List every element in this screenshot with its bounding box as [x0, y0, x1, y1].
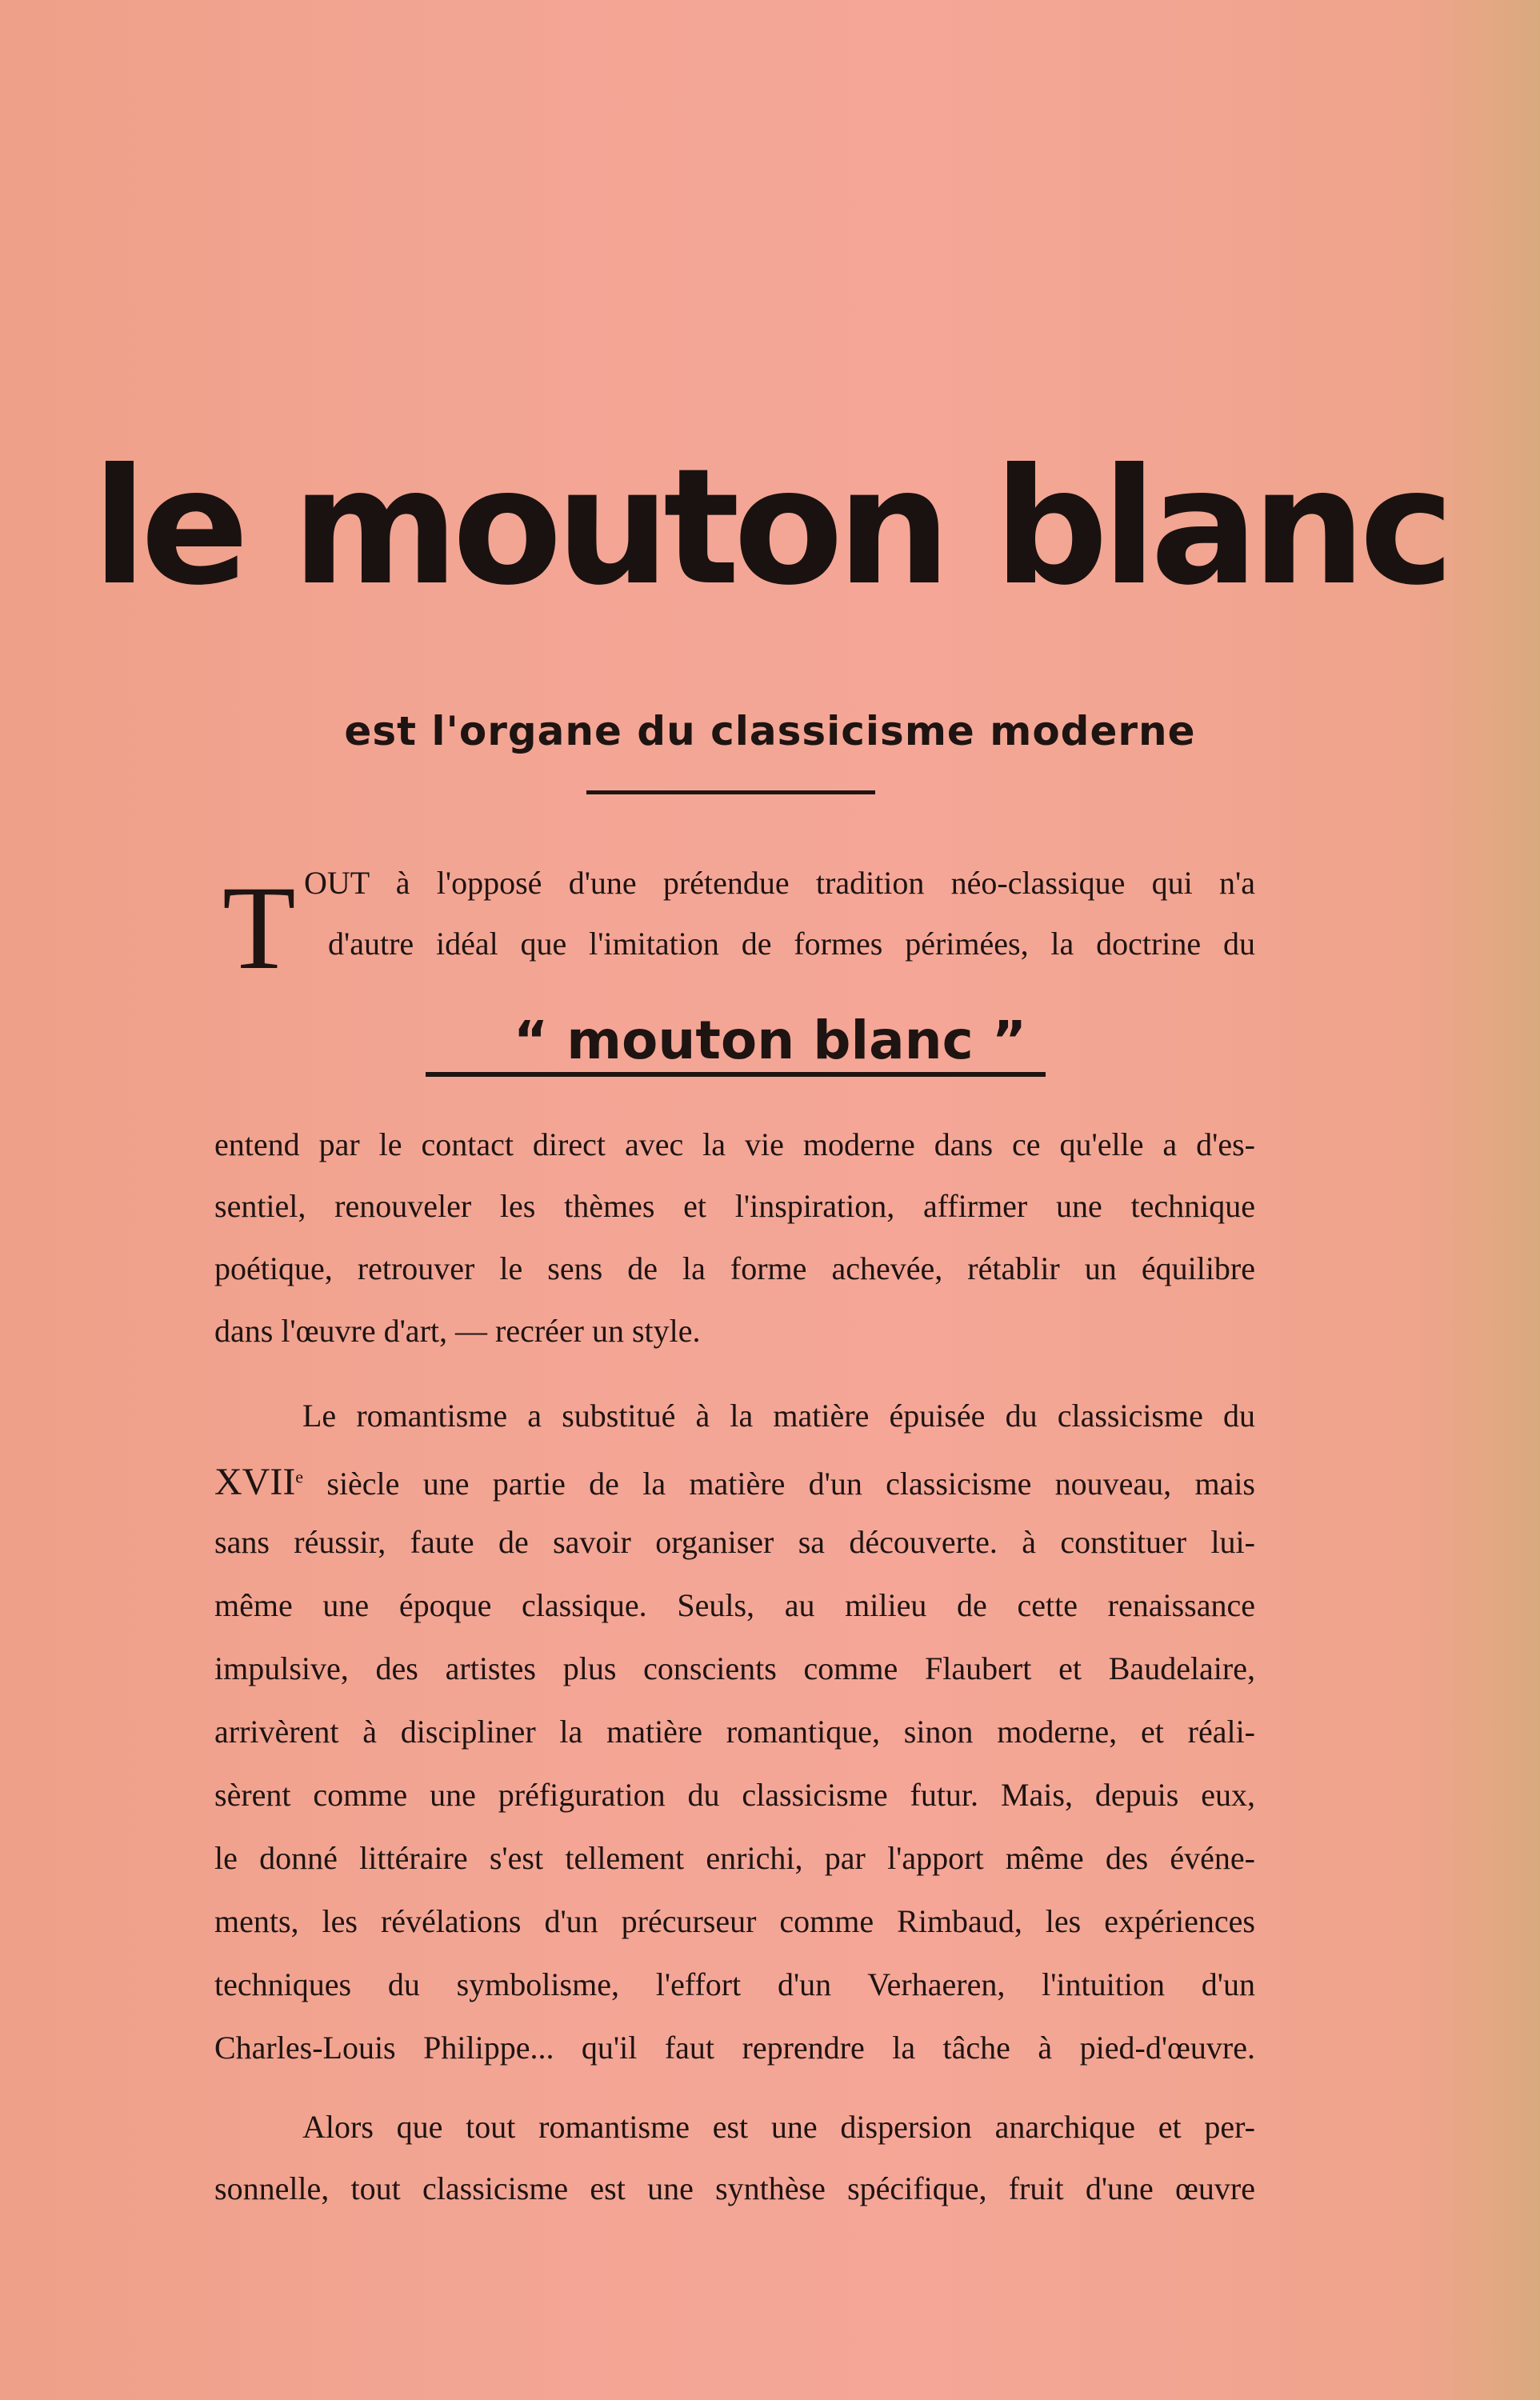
subtitle: est l'organe du classicisme moderne [344, 708, 1196, 754]
text-line: d'autre idéal que l'imitation de formes périmées, la doctrine du [328, 926, 1255, 962]
text-line [214, 1463, 1255, 1502]
text-line: OUT à l'opposé d'une prétendue tradition néo-classique qui n'a [304, 865, 1255, 901]
masthead-title: le mouton blanc [92, 434, 1448, 621]
text-line: même une époque classique. Seuls, au milieu de cette renaissance [214, 1587, 1255, 1623]
text-line: le donné littéraire s'est tellement enrichi, par l'apport même des événe- [214, 1840, 1255, 1876]
text-line: Le romantisme a substitué à la matière épuisée du classicisme du [302, 1398, 1255, 1434]
text-line: Charles-Louis Philippe... qu'il faut reprendre la tâche à pied-d'œuvre. [214, 2030, 1255, 2066]
text-line: sentiel, renouveler les thèmes et l'inspiration, affirmer une technique [214, 1188, 1255, 1224]
century-superscript: e [295, 1466, 304, 1487]
text-line: sans réussir, faute de savoir organiser sa découverte. à constituer lui- [214, 1524, 1255, 1560]
text-line: Alors que tout romantisme est une dispersion anarchique et per- [302, 2109, 1255, 2145]
emphasis-heading: “ mouton blanc ” [513, 1010, 1027, 1071]
text-line: arrivèrent à discipliner la matière romantique, sinon moderne, et réali- [214, 1714, 1255, 1750]
text-line: techniques du symbolisme, l'effort d'un Verhaeren, l'intuition d'un [214, 1966, 1255, 2002]
text-line: dans l'œuvre d'art, — recréer un style. [214, 1313, 701, 1349]
text-line: ments, les révélations d'un précurseur comme Rimbaud, les expériences [214, 1903, 1255, 1939]
text-span: siècle une partie de la matière d'un classicisme nouveau, mais [303, 1466, 1255, 1502]
century-numeral: XVII [214, 1461, 296, 1503]
text-line: entend par le contact direct avec la vie moderne dans ce qu'elle a d'es- [214, 1126, 1255, 1162]
emphasis-underline [426, 1072, 1046, 1077]
divider-rule [586, 790, 875, 794]
text-line: impulsive, des artistes plus conscients comme Flaubert et Baudelaire, [214, 1650, 1255, 1686]
text-line: sonnelle, tout classicisme est une synthèse spécifique, fruit d'une œuvre [214, 2170, 1255, 2206]
text-line: sèrent comme une préfiguration du classicisme futur. Mais, depuis eux, [214, 1777, 1255, 1813]
text-line: poétique, retrouver le sens de la forme achevée, rétablir un équilibre [214, 1250, 1255, 1286]
drop-cap: T [222, 862, 296, 994]
